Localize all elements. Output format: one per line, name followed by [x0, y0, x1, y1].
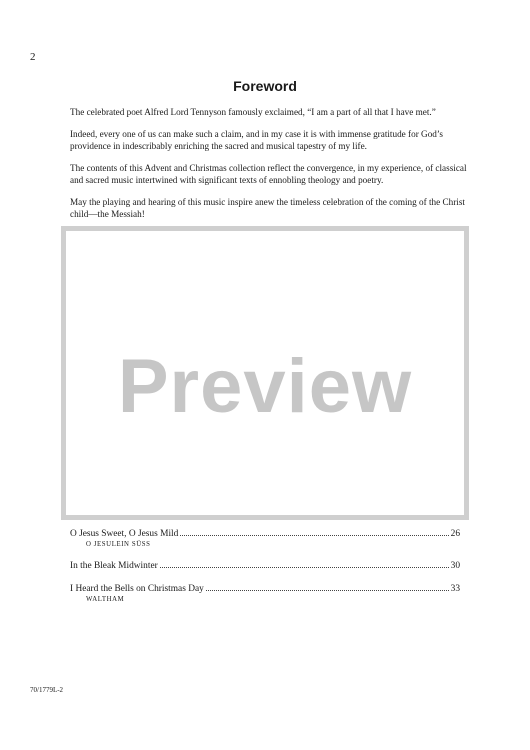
foreword-body: [70, 106, 470, 230]
toc-entry[interactable]: [70, 561, 460, 571]
toc-entry-tune: O JESULEIN SÜSS: [86, 541, 151, 548]
preview-watermark-frame: [61, 226, 469, 520]
toc-entry-title: I Heard the Bells on Christmas Day: [70, 584, 204, 594]
toc-entry[interactable]: [70, 529, 460, 548]
preview-watermark-text: Preview: [117, 344, 413, 429]
page-title: Foreword: [233, 78, 297, 94]
catalog-number: 70/1779L-2: [30, 686, 64, 694]
toc-entry-tune: WALTHAM: [86, 596, 125, 603]
toc-entry-title: O Jesus Sweet, O Jesus Mild: [70, 529, 179, 539]
toc-entry-page: 26: [450, 529, 460, 539]
toc-leader-dots: [206, 590, 449, 591]
toc-entry[interactable]: [70, 584, 460, 603]
foreword-paragraph: The celebrated poet Alfred Lord Tennyson famously exclaimed, “I am a part of all that I have met.”: [70, 107, 436, 117]
toc-entry-title: In the Bleak Midwinter: [70, 561, 158, 571]
foreword-paragraph: Indeed, every one of us can make such a claim, and in my case it is with immense gratitude for God’s providence in indescribably enriching the sacred and musical tapestry of my life.: [70, 129, 444, 151]
toc-leader-dots: [160, 567, 449, 568]
page-number: 2: [30, 51, 36, 63]
toc-leader-dots: [180, 535, 448, 536]
table-of-contents: [70, 529, 460, 616]
foreword-paragraph: The contents of this Advent and Christmas collection reflect the convergence, in my experience, of classical and sacred music intertwined with significant texts of ennobling theology and poetry.: [70, 163, 467, 185]
foreword-paragraph: May the playing and hearing of this music inspire anew the timeless celebration of the coming of the Christ child—the Messiah!: [70, 197, 465, 219]
toc-entry-page: 30: [450, 561, 460, 571]
toc-entry-page: 33: [450, 584, 460, 594]
